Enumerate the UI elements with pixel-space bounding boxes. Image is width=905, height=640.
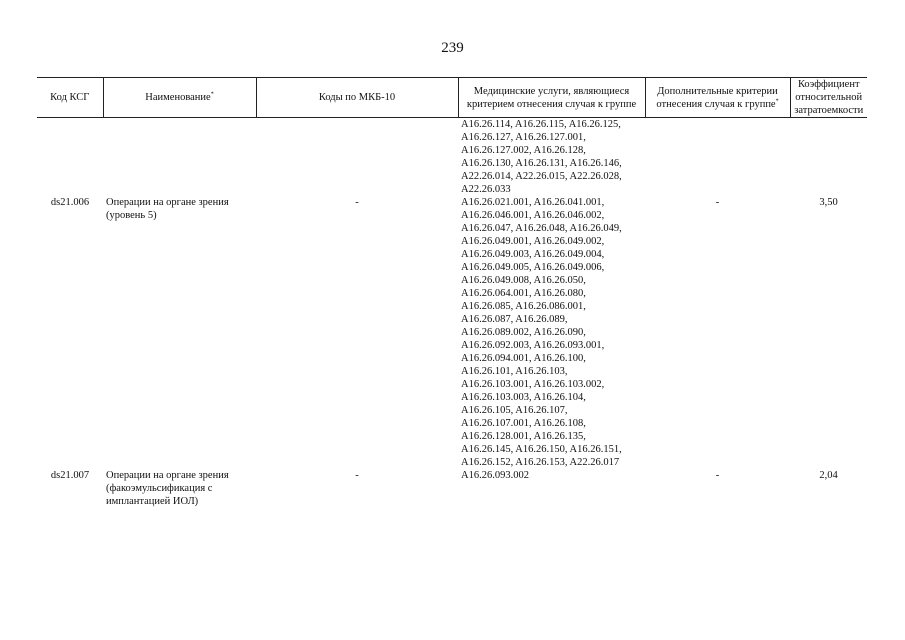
service-code-line: A16.26.103.003, A16.26.104, <box>461 392 586 403</box>
header-services: Медицинские услуги, являющиеся критерием отнесения случая к группе <box>458 78 645 118</box>
service-code-line: A16.26.049.005, A16.26.049.006, <box>461 262 605 273</box>
row-mkb: - <box>355 470 359 481</box>
service-code-line: A16.26.127, A16.26.127.001, <box>461 132 586 143</box>
header-criteria: Дополнительные критерии отнесения случая к группе* <box>645 78 790 118</box>
header-name-mark: * <box>210 91 214 98</box>
row-mkb <box>256 118 458 197</box>
table-row <box>37 118 867 197</box>
row-criteria: - <box>715 470 720 481</box>
service-code-line: A16.26.085, A16.26.086.001, <box>461 301 586 312</box>
row-criteria: - <box>715 197 720 208</box>
row-name-line: Операции на органе зрения <box>106 197 229 208</box>
service-code-line: A16.26.087, A16.26.089, <box>461 314 568 325</box>
service-code-line: A16.26.152, A16.26.153, A22.26.017 <box>461 457 620 468</box>
row-name <box>103 118 256 197</box>
service-code-line: A16.26.093.002 <box>461 470 529 481</box>
row-name <box>103 469 256 508</box>
service-code-line: A16.26.094.001, A16.26.100, <box>461 353 586 364</box>
row-coef <box>790 118 867 197</box>
row-code <box>37 118 103 197</box>
service-code-line: A16.26.049.001, A16.26.049.002, <box>461 236 605 247</box>
ksg-table <box>37 77 867 508</box>
page-number: 239 <box>441 40 464 56</box>
service-code-line: A16.26.127.002, A16.26.128, <box>461 145 586 156</box>
row-name-line: имплантацией ИОЛ) <box>106 496 199 507</box>
service-code-line: A16.26.101, A16.26.103, <box>461 366 568 377</box>
service-code-line: A22.26.014, A22.26.015, A22.26.028, <box>461 171 622 182</box>
service-code-line: A16.26.092.003, A16.26.093.001, <box>461 340 605 351</box>
row-services <box>458 118 645 197</box>
header-coef: Коэффициент относительной затратоемкости <box>790 78 867 118</box>
row-name-line: (уровень 5) <box>106 210 157 221</box>
header-mkb: Коды по МКБ-10 <box>256 78 458 118</box>
service-code-line: A16.26.064.001, A16.26.080, <box>461 288 586 299</box>
service-code-line: A16.26.107.001, A16.26.108, <box>461 418 586 429</box>
service-code-line: A16.26.145, A16.26.150, A16.26.151, <box>461 444 622 455</box>
service-code-line: A16.26.114, A16.26.115, A16.26.125, <box>461 119 621 130</box>
service-code-line: A22.26.033 <box>461 184 511 195</box>
row-code: ds21.007 <box>50 470 90 481</box>
service-code-line: A16.26.130, A16.26.131, A16.26.146, <box>461 158 622 169</box>
service-code-line: A16.26.049.003, A16.26.049.004, <box>461 249 605 260</box>
row-name-line: Операции на органе зрения <box>106 470 229 481</box>
row-name <box>103 196 256 469</box>
service-code-line: A16.26.089.002, A16.26.090, <box>461 327 586 338</box>
service-code-line: A16.26.046.001, A16.26.046.002, <box>461 210 605 221</box>
service-code-line: A16.26.049.008, A16.26.050, <box>461 275 586 286</box>
table-row <box>37 196 867 469</box>
row-mkb: - <box>355 197 359 208</box>
row-criteria <box>645 118 790 197</box>
header-code: Код КСГ <box>37 78 103 118</box>
service-code-line: A16.26.105, A16.26.107, <box>461 405 568 416</box>
service-code-line: A16.26.128.001, A16.26.135, <box>461 431 586 442</box>
row-services <box>458 469 645 508</box>
service-code-line: A16.26.021.001, A16.26.041.001, <box>461 197 605 208</box>
service-code-line: A16.26.103.001, A16.26.103.002, <box>461 379 605 390</box>
row-coef: 2,04 <box>819 470 838 481</box>
header-name: Наименование* <box>103 78 256 118</box>
service-code-line: A16.26.047, A16.26.048, A16.26.049, <box>461 223 622 234</box>
row-services <box>458 196 645 469</box>
table-row <box>37 469 867 508</box>
header-criteria-mark: * <box>775 98 779 104</box>
table-header-row <box>37 78 867 118</box>
row-name-line: (факоэмульсификация с <box>106 483 213 494</box>
row-coef: 3,50 <box>819 197 838 208</box>
row-code: ds21.006 <box>50 197 90 208</box>
